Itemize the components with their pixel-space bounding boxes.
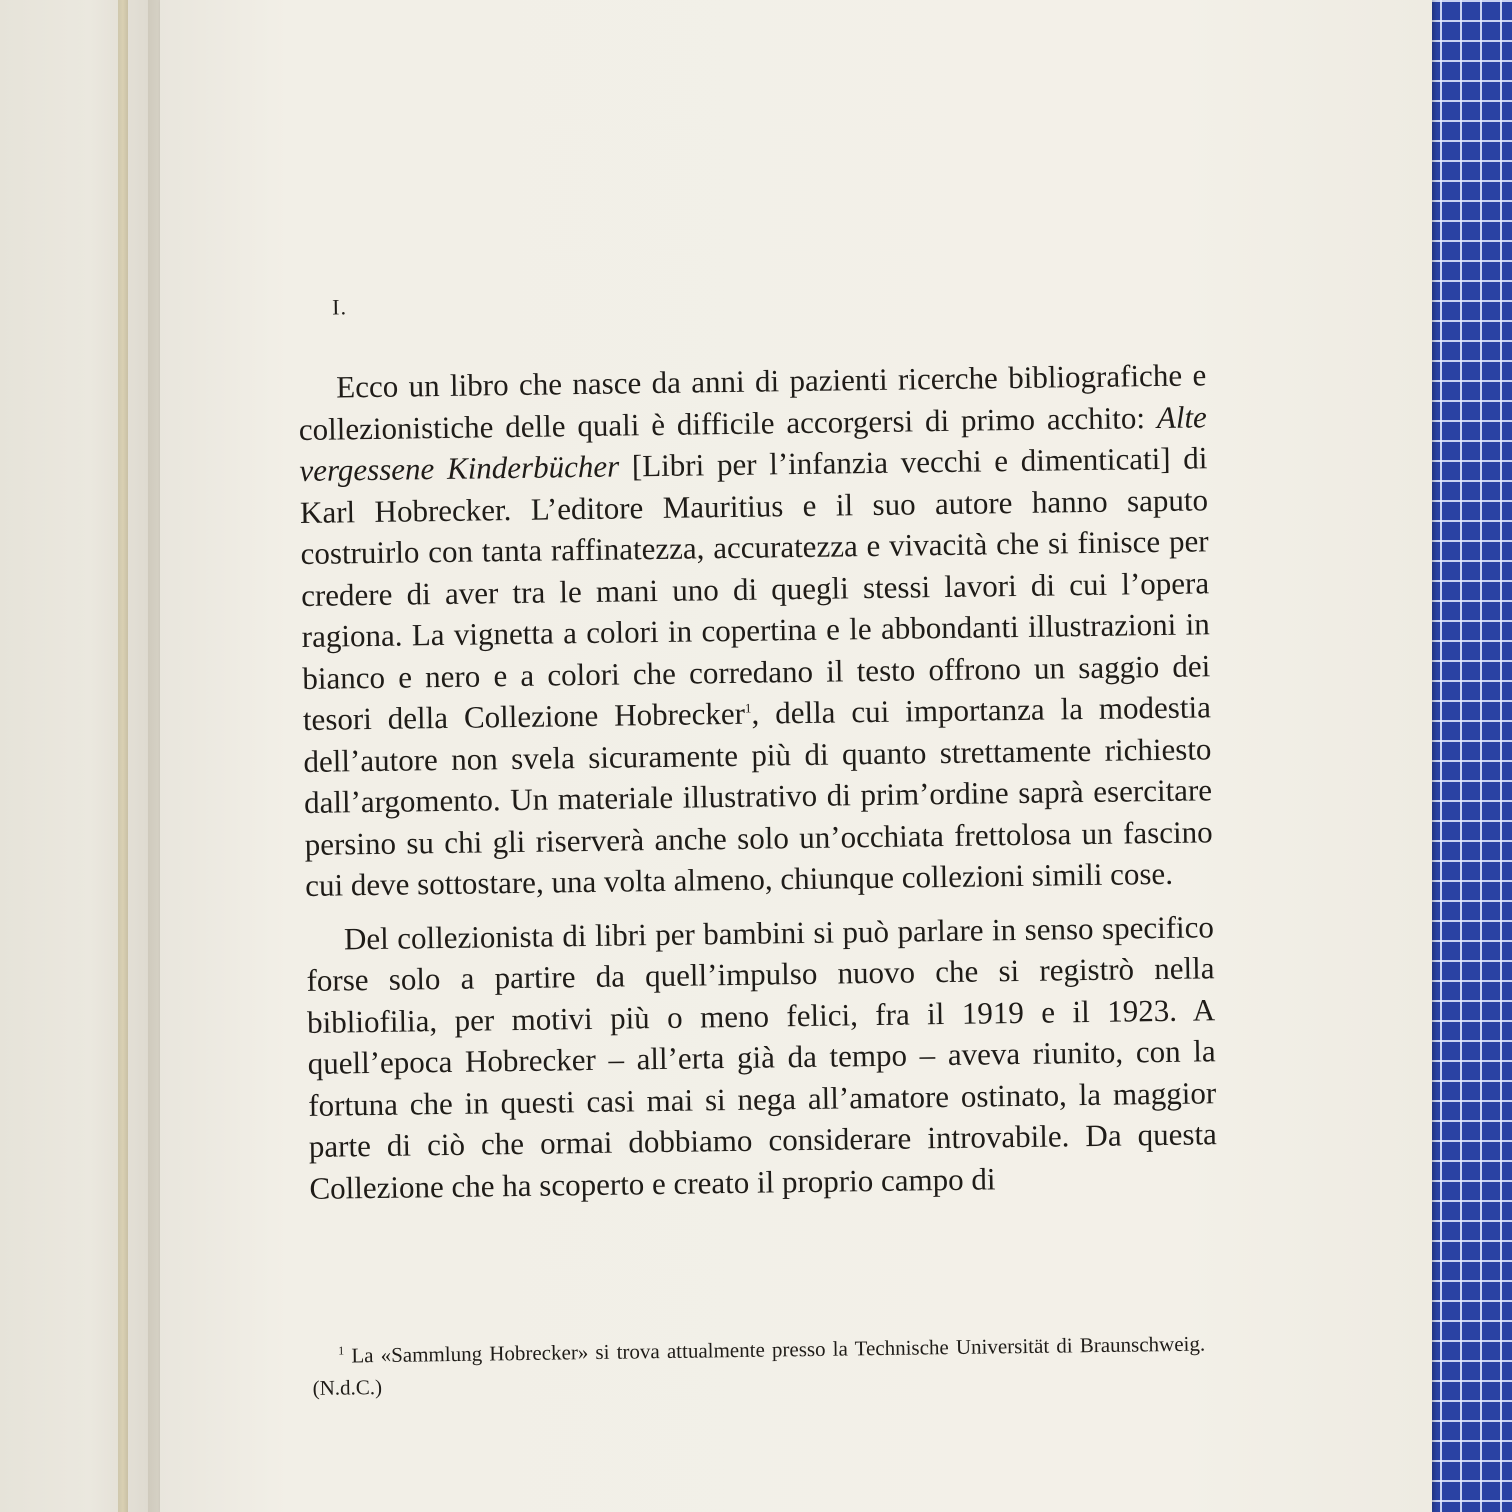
book-title: Alte vergessene Kinderbücher bbox=[299, 398, 1208, 488]
book-page bbox=[160, 0, 1432, 1512]
paragraph-2: Del collezionista di libri per bambini si può parlare in senso specifico forse solo a partire da quell’impulso nuovo che si registrò nella bibliofilia, per motivi più o meno felici, fra il 1919 e il 1923. A quell’epoca Hobrecker – all’erta già da tempo – aveva riunito, con la fortuna che in questi casi mai si nega all’amatore ostinato, la maggior parte di ciò che ormai dobbiamo considerare introvabile. Da questa Collezione che ha scoperto e creato il proprio campo di bbox=[306, 908, 1218, 1206]
footnote-marker: 1 bbox=[338, 1343, 345, 1358]
paragraph-1-part-1: Ecco un libro che nasce da anni di pazienti ricerche bibliografiche e collezionistiche delle quali è difficile accorgersi di primo acchito: bbox=[298, 357, 1207, 447]
cutting-mat bbox=[1420, 0, 1512, 1512]
footnote-text: La «Sammlung Hobrecker» si trova attualmente presso la Technische Universität di Braunschweig. (N.d.C.) bbox=[312, 1331, 1206, 1400]
page-edge bbox=[118, 0, 128, 1512]
paragraph-1-part-2: [Libri per l’infanzia vecchi e dimenticati] di Karl Hobrecker. L’editore Mauritius e il suo autore hanno saputo costruirlo con tanta raffinatezza, accuratezza e vivacità che si finisce per credere di aver tra le mani uno di quegli stessi lavori di cui l’opera ragiona. La vignetta a colori in copertina e le abbondanti illustrazioni in bianco e nero e a colori che corredano il testo offrono un saggio dei tesori della Collezione Hobrecker bbox=[299, 440, 1211, 737]
footnote bbox=[312, 1328, 1206, 1404]
main-text bbox=[297, 282, 1218, 1209]
paragraph-1 bbox=[298, 354, 1213, 906]
section-number: I. bbox=[331, 294, 348, 320]
footnote-reference: 1 bbox=[744, 700, 752, 716]
paragraph-1-part-3: , della cui importanza la modestia dell’autore non svela sicuramente più di quanto strettamente richiesto dall’argomento. Un materiale illustrativo di prim’ordine saprà esercitare persino su chi gli riserverà anche solo un’occhiata frettolosa un fascino cui deve sottostare, una volta almeno, chiunque collezioni simili cose. bbox=[303, 689, 1213, 903]
